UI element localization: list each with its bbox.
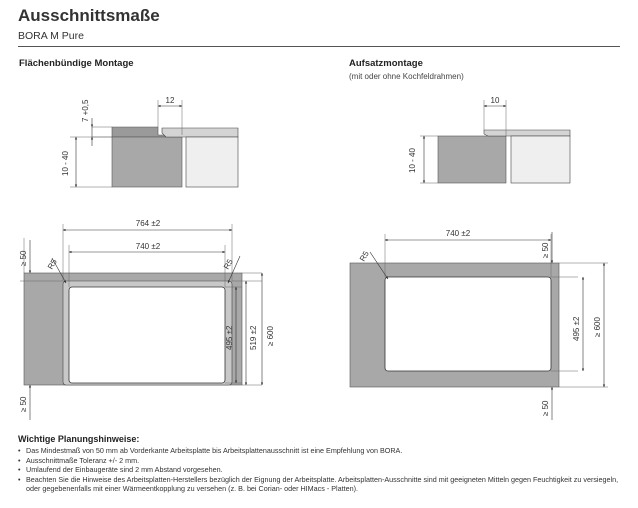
dim-radius-right: R5 bbox=[221, 257, 235, 271]
planning-note: • Umlaufend der Einbaugeräte sind 2 mm Abstand vorgesehen. bbox=[18, 465, 628, 475]
planning-note: • Beachten Sie die Hinweise des Arbeitsplatten-Herstellers bezüglich der Eignung der Arbeitsplatte. Arbeitsplatten-Ausschnitte sind mit geeigneten Mitteln gegen Feuchtigkeit zu versiegeln, oder gegebenenfalls mit einer Wärmeentkopplung zu versehen (z. B. bei Corian- oder HIMacs - Platten). bbox=[18, 475, 628, 494]
dim-flush-inner-depth: 495 ±2 bbox=[225, 325, 234, 350]
dim-surface-worktop-thickness: 10 - 40 bbox=[408, 148, 417, 173]
dim-surface-front-min: ≥ 50 bbox=[541, 400, 550, 416]
dim-outer-width: 764 ±2 bbox=[135, 219, 161, 228]
dim-surface-radius: R5 bbox=[357, 249, 371, 263]
product-name: BORA M Pure bbox=[18, 30, 84, 42]
dim-overlap: 10 bbox=[490, 96, 500, 105]
dim-flush-worktop-thickness: 10 - 40 bbox=[61, 151, 70, 176]
surface-section-drawing bbox=[420, 100, 570, 183]
dim-flush-inner-width: 740 ±2 bbox=[135, 242, 161, 251]
surface-top-view bbox=[350, 232, 608, 420]
planning-notes-title: Wichtige Planungshinweise: bbox=[18, 434, 140, 444]
dim-outer-depth: 519 ±2 bbox=[249, 325, 258, 350]
dim-flush-min-depth: ≥ 600 bbox=[266, 326, 275, 346]
planning-note: • Das Mindestmaß von 50 mm ab Vorderkante Arbeitsplatte bis Arbeitsplattenausschnitt ist eine Empfehlung von BORA. bbox=[18, 446, 628, 456]
page-title: Ausschnittsmaße bbox=[18, 6, 160, 25]
flush-mount-title: Flächenbündige Montage bbox=[19, 58, 134, 69]
dim-flush-front-min: ≥ 50 bbox=[19, 396, 28, 412]
flush-section-drawing bbox=[70, 100, 238, 187]
flush-top-view bbox=[20, 224, 262, 420]
dim-surface-min-depth: ≥ 600 bbox=[593, 317, 602, 337]
dim-surface-cut-width: 740 ±2 bbox=[445, 229, 471, 238]
dim-surface-cut-depth: 495 ±2 bbox=[572, 316, 581, 341]
dim-step-height: 7 +0,5 bbox=[81, 99, 90, 122]
planning-note: • Ausschnittmaße Toleranz +/- 2 mm. bbox=[18, 456, 628, 466]
surface-mount-note: (mit oder ohne Kochfeldrahmen) bbox=[349, 72, 464, 81]
planning-notes-list bbox=[18, 446, 628, 494]
dim-step-width: 12 bbox=[165, 96, 175, 105]
dim-surface-back-min: ≥ 50 bbox=[541, 242, 550, 258]
surface-mount-title: Aufsatzmontage bbox=[349, 58, 423, 69]
dim-radius-left: R5 bbox=[45, 257, 59, 271]
dim-flush-back-min: ≥ 50 bbox=[19, 250, 28, 266]
